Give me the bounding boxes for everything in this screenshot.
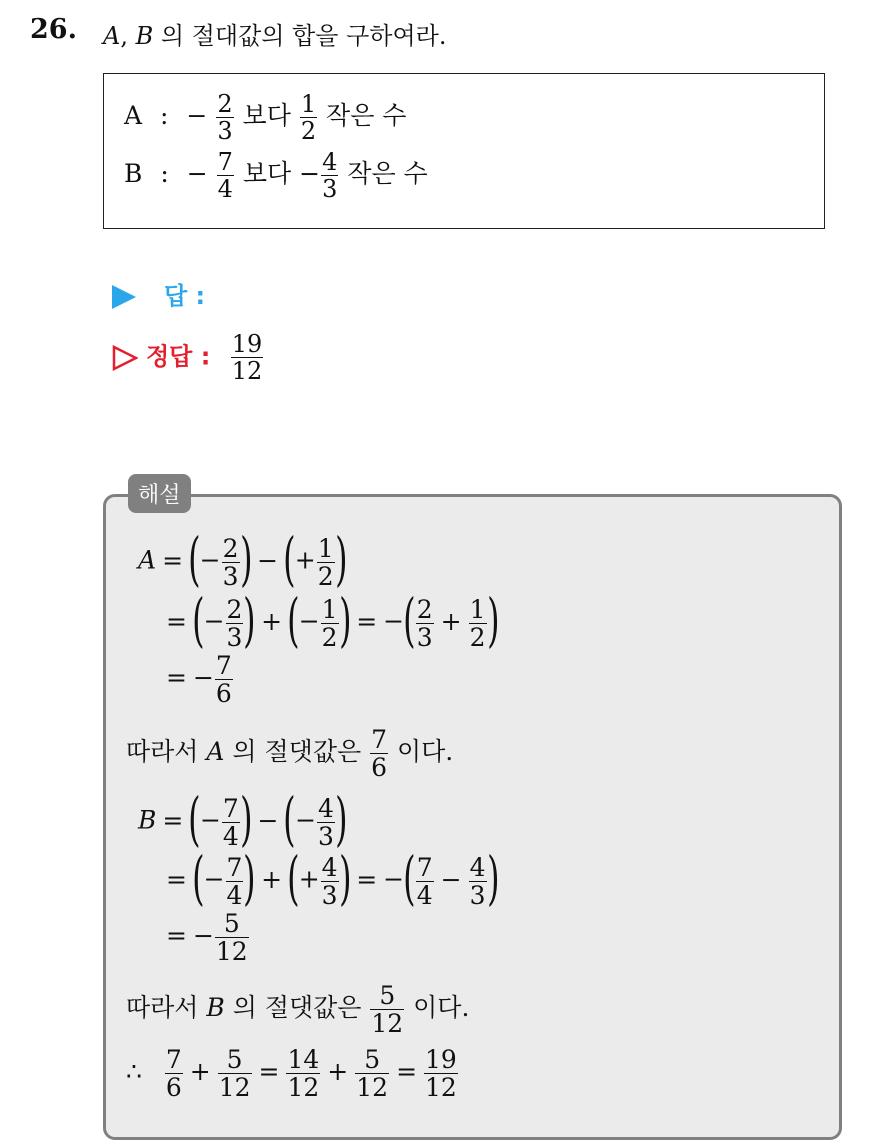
condition-a [124,92,406,143]
question-var-a: A [103,22,121,50]
condition-b-colon: : [160,159,169,188]
sol-a-result: $\frac{7}{6}$ [371,725,387,782]
outline-triangle-icon [112,345,138,371]
answer-blank-label: 답 : [164,282,206,310]
condition-a-label: A [124,101,143,130]
condition-a-frac2: $\frac{1}{2}$ [300,90,317,145]
condition-b-minus2: − [299,159,321,188]
correct-answer-label: 정답 : [146,342,211,371]
correct-answer-value: $\frac{19}{12}$ [231,330,263,385]
condition-a-colon: : [160,101,169,130]
condition-box [103,73,825,229]
sol-b-conclusion: 따라서 B 의 절댓값은 $\frac{5}{12}$ 이다. [126,981,470,1038]
question-text [103,16,446,51]
condition-b-frac1: $\frac{7}{4}$ [217,148,233,203]
sol-a-line2: =(− $\frac{2}{3}$ ) +(− $\frac{1}{2}$ ) = −( $\frac{2}{3}$ + $\frac{1}{2}$ ) [166,586,500,654]
question-comma: , [120,22,128,50]
sol-b-line3: = − $\frac{5}{12}$ [166,909,248,966]
filled-triangle-icon [112,285,136,309]
condition-a-minus: − [186,101,208,130]
condition-b-boda: 보다 [242,159,292,188]
sol-b-line2: =(− $\frac{7}{4}$ ) +(+ $\frac{4}{3}$ ) = −( $\frac{7}{4}$ − $\frac{4}{3}$ ) [166,844,500,912]
sol-a-line1: A =(− $\frac{2}{3}$ ) −(+ $\frac{1}{2}$ ) [138,525,348,593]
question-var-b: B [135,22,154,50]
condition-a-tail: 작은 수 [326,101,407,130]
question-body: 의 절대값의 합을 구하여라. [160,22,447,50]
sol-b-line1: B =(− $\frac{7}{4}$ ) −(− $\frac{4}{3}$ ) [138,785,348,853]
condition-b-minus: − [186,159,208,188]
solution-tag: 해설 [128,474,191,513]
condition-b-tail: 작은 수 [347,159,428,188]
correct-answer-row [112,332,264,383]
sol-final-sum: ∴ $\frac{7}{6}$ + $\frac{5}{12}$ = $\frac{14}{12}$ + $\frac{5}{12}$ = $\frac{19}{12}$ [126,1045,457,1102]
condition-a-frac1: $\frac{2}{3}$ [217,90,233,145]
sol-b-result: $\frac{5}{12}$ [371,981,404,1038]
question-number: 26. [30,14,77,45]
condition-b [124,150,428,201]
condition-b-label: B [124,159,143,188]
condition-b-frac2: $\frac{4}{3}$ [322,148,338,203]
sol-a-conclusion: 따라서 A 의 절댓값은 $\frac{7}{6}$ 이다. [126,725,454,782]
sol-a-line3: = − $\frac{7}{6}$ [166,651,232,708]
solution-panel [103,494,842,1140]
condition-a-boda: 보다 [242,101,291,130]
answer-blank-row [112,276,205,311]
